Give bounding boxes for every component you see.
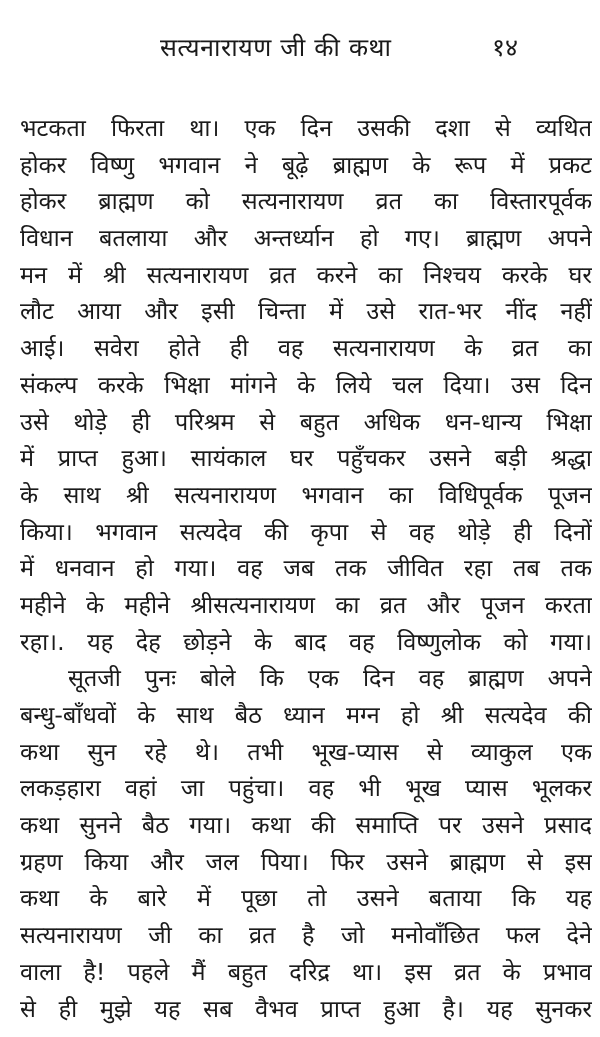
body-text <box>20 110 592 1027</box>
text-line: रहा।. यह देह छोड़ने के बाद वह विष्णुलोक को गया। <box>20 627 592 656</box>
text-line: वाला है! पहले मैं बहुत दरिद्र था। इस व्रत के प्रभाव <box>20 957 592 986</box>
text-line: किया। भगवान सत्यदेव की कृपा से वह थोड़े ही दिनों <box>20 517 592 546</box>
text-line: कथा के बारे में पूछा तो उसने बताया कि यह <box>20 884 592 913</box>
text-line: के साथ श्री सत्यनारायण भगवान का विधिपूर्वक पूजन <box>20 480 592 509</box>
text-line: कथा सुनने बैठ गया। कथा की समाप्ति पर उसने प्रसाद <box>20 811 592 840</box>
text-line: होकर विष्णु भगवान ने बूढ़े ब्राह्मण के रूप में प्रकट <box>20 150 592 179</box>
text-line: संकल्प करके भिक्षा मांगने के लिये चल दिया। उस दिन <box>20 370 592 399</box>
text-line: आई। सवेरा होते ही वह सत्यनारायण के व्रत का <box>20 334 592 363</box>
page-number: १४ <box>492 33 519 62</box>
text-line: मन में श्री सत्यनारायण व्रत करने का निश्चय करके घर <box>20 260 592 289</box>
text-line: लौट आया और इसी चिन्ता में उसे रात-भर नींद नहीं <box>20 297 592 326</box>
paragraph-first-line: सूतजी पुनः बोले कि एक दिन वह ब्राह्मण अपने <box>68 664 592 693</box>
text-line: होकर ब्राह्मण को सत्यनारायण व्रत का विस्तारपूर्वक <box>20 187 592 216</box>
text-line: से ही मुझे यह सब वैभव प्राप्त हुआ है। यह सुनकर <box>20 994 592 1023</box>
running-title: सत्यनारायण जी की कथा <box>160 33 392 62</box>
text-line: विधान बतलाया और अन्तर्ध्यान हो गए। ब्राह्मण अपने <box>20 224 592 253</box>
text-line: ग्रहण किया और जल पिया। फिर उसने ब्राह्मण से इस <box>20 847 592 876</box>
text-line: महीने के महीने श्रीसत्यनारायण का व्रत और पूजन करता <box>20 590 592 619</box>
text-line: कथा सुन रहे थे। तभी भूख-प्यास से व्याकुल एक <box>20 737 592 766</box>
text-line: उसे थोड़े ही परिश्रम से बहुत अधिक धन-धान्य भिक्षा <box>20 407 592 436</box>
text-line: में धनवान हो गया। वह जब तक जीवित रहा तब तक <box>20 554 592 583</box>
text-line: लकड़हारा वहां जा पहुंचा। वह भी भूख प्यास भूलकर <box>20 774 592 803</box>
page-header <box>0 26 600 66</box>
text-line: भटकता फिरता था। एक दिन उसकी दशा से व्यथित <box>20 114 592 142</box>
text-line: सत्यनारायण जी का व्रत है जो मनोवाँछित फल देने <box>20 921 592 950</box>
text-line: बन्धु-बाँधवों के साथ बैठ ध्यान मग्न हो श्री सत्यदेव की <box>20 701 592 729</box>
text-line: में प्राप्त हुआ। सायंकाल घर पहुँचकर उसने बड़ी श्रद्धा <box>20 444 592 473</box>
